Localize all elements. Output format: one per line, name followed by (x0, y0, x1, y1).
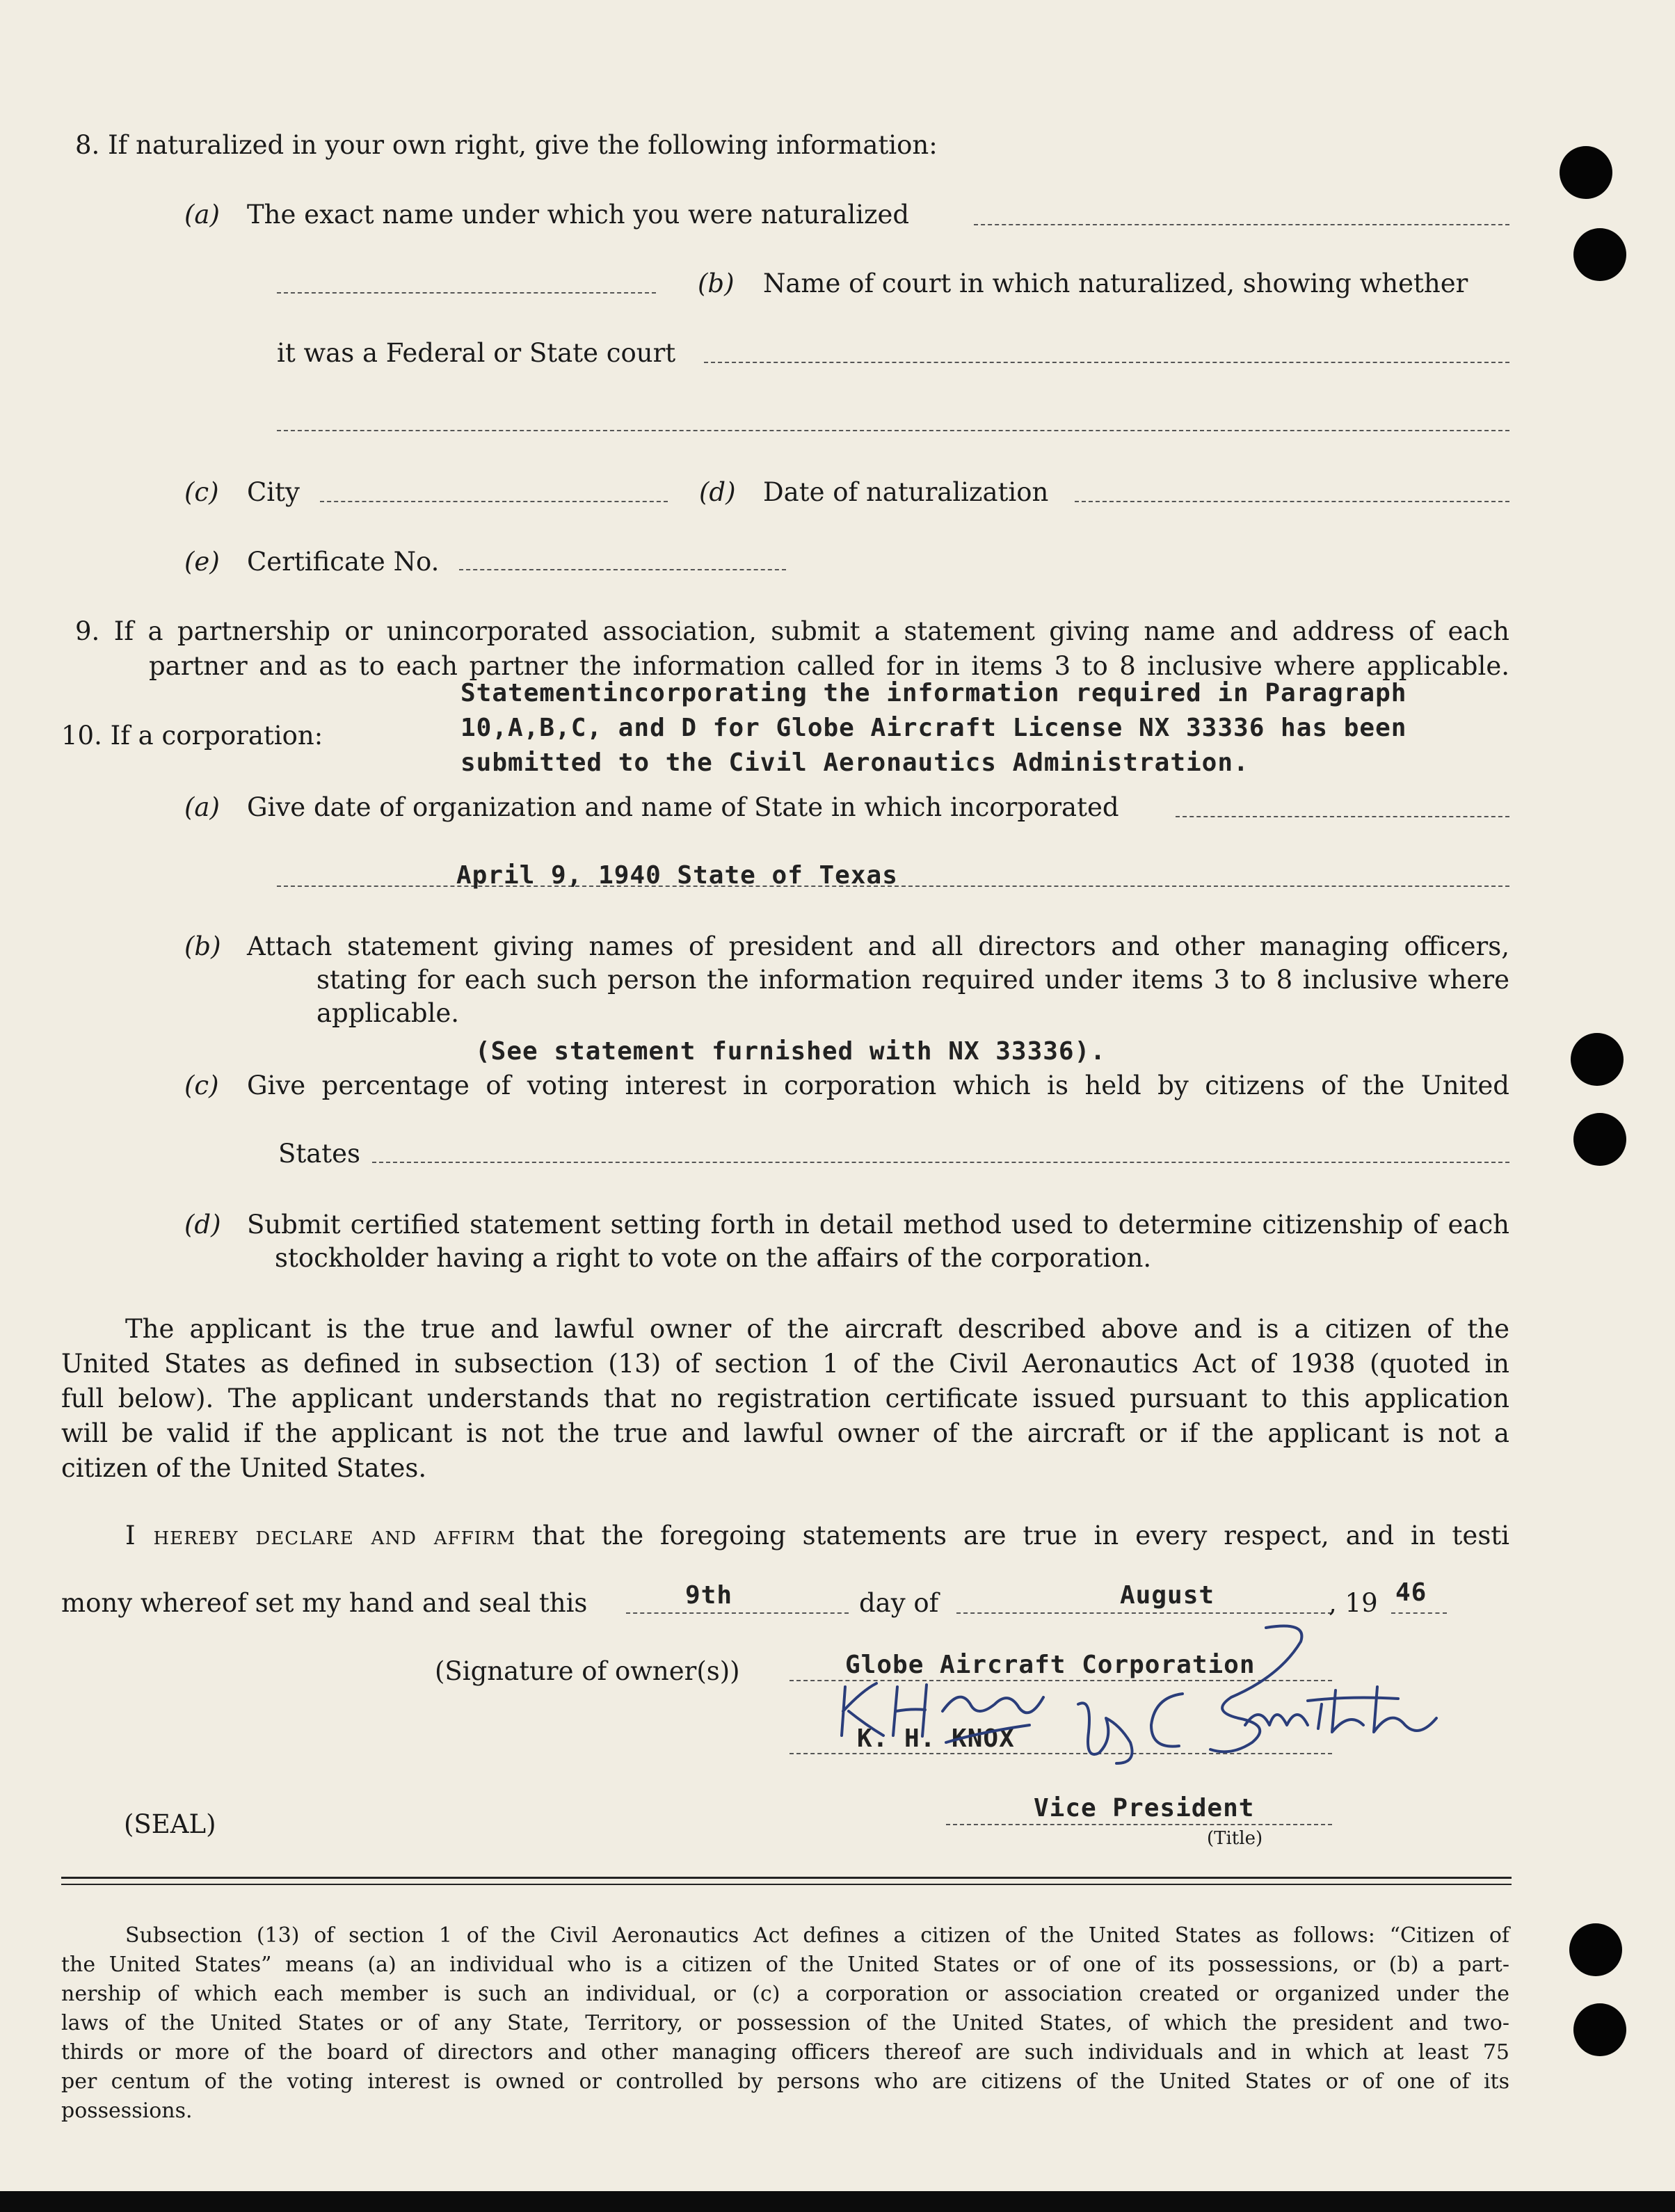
item10-b-line2: stating for each such person the information required under items 3 to 8 inclusive where (316, 965, 1509, 995)
declare-lead: I hereby declare and affirm (125, 1521, 516, 1550)
footnote-line4: laws of the United States or of any State, Territory, or possession of the United States, of which the president and two- (61, 2011, 1509, 2035)
footnote-line1: Subsection (13) of section 1 of the Civil Aeronautics Act defines a citizen of the United States as follows: “Citizen of (125, 1923, 1509, 1948)
city-field[interactable] (320, 501, 668, 502)
item10-a-text: Give date of organization and name of State in which incorporated (247, 792, 1119, 822)
affirmation-line2: United States as defined in subsection (13) of section 1 of the Civil Aeronautics Act of 1938 (quoted in (61, 1349, 1509, 1379)
punch-hole (1573, 1113, 1626, 1166)
footnote-line5: thirds or more of the board of directors and other managing officers thereof are such individuals and in which at least 75 (61, 2040, 1509, 2065)
mony-text: mony whereof set my hand and seal this (61, 1588, 588, 1618)
year-prefix: , 19 (1329, 1588, 1378, 1618)
naturalization-date-field[interactable] (1075, 501, 1509, 502)
affirmation-line5: citizen of the United States. (61, 1453, 427, 1483)
month-value: August (1120, 1581, 1215, 1610)
punch-hole (1569, 1923, 1622, 1976)
punch-hole (1571, 1033, 1624, 1086)
item10-d-text (247, 1209, 1509, 1279)
item10-d-line1: Submit certified statement setting forth in detail method used to determine citizenship of each (247, 1210, 1509, 1240)
naturalized-name-field[interactable] (974, 224, 1509, 225)
item10-b-line1: Attach statement giving names of president and all directors and other managing officers, (247, 931, 1509, 961)
day-value: 9th (685, 1581, 733, 1610)
scan-edge (0, 2191, 1675, 2212)
voting-interest-field[interactable] (372, 1162, 1509, 1163)
item10-b-label: (b) (184, 931, 221, 961)
incorporation-field[interactable] (1176, 816, 1509, 817)
seal-label: (SEAL) (124, 1809, 216, 1839)
item10-typed-line2: 10,A,B,C, and D for Globe Aircraft License NX 33336 has been (460, 714, 1407, 742)
item10-typed-line3: submitted to the Civil Aeronautics Administration. (460, 748, 1249, 777)
item8-b-text2: it was a Federal or State court (277, 338, 676, 368)
declare-rest: that the foregoing statements are true in every respect, and in testi (532, 1521, 1510, 1550)
day-field[interactable] (626, 1612, 849, 1614)
title-value: Vice President (1034, 1794, 1255, 1822)
item10-c-text2: States (278, 1139, 361, 1169)
item9-line1: 9. If a partnership or unincorporated association, submit a statement giving name and address of each (75, 616, 1509, 646)
item10-b-typed: (See statement furnished with NX 33336). (475, 1037, 1106, 1066)
certificate-number-field[interactable] (459, 569, 786, 570)
item8-b-text: Name of court in which naturalized, showing whether (763, 269, 1468, 298)
item10-c-text (247, 1070, 1509, 1105)
affirmation-line3: full below). The applicant understands that no registration certificate issued pursuant to this application (61, 1384, 1509, 1413)
item8-heading: 8. If naturalized in your own right, give the following information: (75, 130, 938, 160)
year-field[interactable] (1391, 1612, 1447, 1614)
item10-c-line1: Give percentage of voting interest in corporation which is held by citizens of the United (247, 1071, 1509, 1100)
incorporation-answer: April 9, 1940 State of Texas (456, 861, 898, 890)
footnote (61, 1923, 1509, 2132)
month-field[interactable] (956, 1612, 1332, 1614)
divider-rule (61, 1884, 1512, 1885)
item8-e-label: (e) (184, 547, 220, 577)
affirmation-paragraph (61, 1313, 1509, 1494)
punch-hole (1573, 228, 1626, 281)
item8-d-label: (d) (699, 477, 736, 507)
item8-e-text: Certificate No. (247, 547, 440, 577)
item9 (75, 616, 1509, 685)
naturalized-name-field-cont[interactable] (277, 292, 656, 294)
affirmation-line4: will be valid if the applicant is not the true and lawful owner of the aircraft or if the applicant is not a (61, 1418, 1509, 1448)
item8-a-text: The exact name under which you were naturalized (247, 200, 910, 230)
footnote-line3: nership of which each member is such an individual, or (c) a corporation or association created or organized under the (61, 1982, 1509, 2006)
item9-line2: partner and as to each partner the information called for in items 3 to 8 inclusive where applicable. (149, 651, 1509, 681)
item10-c-label: (c) (184, 1071, 219, 1100)
item8-a-label: (a) (184, 200, 220, 230)
footnote-line6: per centum of the voting interest is owned or controlled by persons who are citizens of the United States or of one of its (61, 2069, 1509, 2094)
punch-hole (1560, 146, 1612, 199)
court-name-field[interactable] (704, 362, 1509, 363)
owner-typed: Globe Aircraft Corporation (845, 1651, 1256, 1679)
item10-b-line3: applicable. (316, 998, 460, 1028)
item8-d-text: Date of naturalization (763, 477, 1049, 507)
item10-d-line2: stockholder having a right to vote on the affairs of the corporation. (275, 1243, 1152, 1273)
item10-b-text (247, 931, 1509, 1035)
item8-c-text: City (247, 477, 300, 507)
item10-a-label: (a) (184, 792, 220, 822)
title-label: (Title) (1207, 1828, 1263, 1849)
item8-c-label: (c) (184, 477, 219, 507)
signer-typed: K. H. KNOX (857, 1724, 1015, 1753)
title-field[interactable] (946, 1824, 1332, 1825)
item10-typed-line1: Statementincorporating the information required in Paragraph (460, 679, 1407, 707)
item10-d-label: (d) (184, 1210, 221, 1240)
handwritten-signature (821, 1621, 1461, 1767)
day-of-text: day of (859, 1588, 939, 1618)
court-name-field-cont[interactable] (277, 430, 1509, 431)
declaration-line (125, 1520, 1509, 1555)
footnote-line2: the United States” means (a) an individual who is a citizen of the United States or of one of its possessions, or (b) a part- (61, 1953, 1509, 1977)
punch-hole (1573, 2003, 1626, 2056)
signature-label: (Signature of owner(s)) (435, 1656, 740, 1686)
year-value: 46 (1395, 1578, 1427, 1607)
item10-label: 10. If a corporation: (61, 721, 323, 751)
affirmation-line1: The applicant is the true and lawful owner of the aircraft described above and is a citizen of the (125, 1314, 1509, 1344)
footnote-line7: possessions. (61, 2099, 193, 2123)
divider-rule (61, 1877, 1512, 1879)
item8-b-label: (b) (698, 269, 735, 298)
